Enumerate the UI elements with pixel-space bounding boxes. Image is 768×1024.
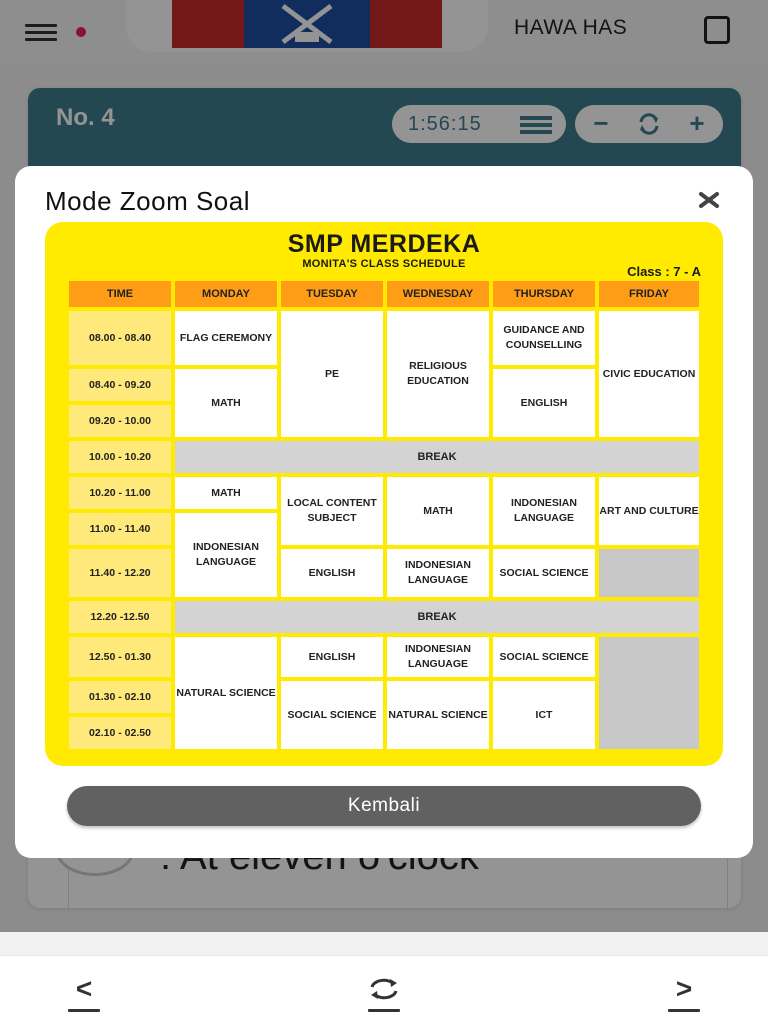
cell-thursday-english: ENGLISH [491, 367, 597, 439]
reload-icon [362, 974, 406, 1009]
cell-monday-indonesian: INDONESIAN LANGUAGE [173, 511, 279, 599]
cell-monday-natural: NATURAL SCIENCE [173, 635, 279, 751]
cell-tuesday-english: ENGLISH [279, 547, 385, 599]
bottom-navigation [0, 955, 768, 1024]
cell-tuesday-pe: PE [279, 309, 385, 439]
time-slot: 12.50 - 01.30 [67, 635, 173, 679]
zoom-modal [15, 166, 753, 858]
username: HAWA HAS [514, 16, 628, 39]
header-wednesday: WEDNESDAY [385, 279, 491, 309]
header-monday: MONDAY [173, 279, 279, 309]
cell-thursday-social: SOCIAL SCIENCE [491, 547, 597, 599]
prev-button[interactable] [62, 974, 106, 1014]
cell-tuesday-local: LOCAL CONTENT SUBJECT [279, 475, 385, 547]
time-slot: 10.00 - 10.20 [67, 439, 173, 475]
cell-tuesday-english-2: ENGLISH [279, 635, 385, 679]
cell-empty [597, 635, 701, 751]
cell-wednesday-indonesian-2: INDONESIAN LANGUAGE [385, 635, 491, 679]
cell-friday-civic: CIVIC EDUCATION [597, 309, 701, 439]
cell-break: BREAK [173, 439, 701, 475]
plus-icon[interactable]: + [689, 108, 705, 138]
cell-wednesday-natural: NATURAL SCIENCE [385, 679, 491, 751]
cell-break: BREAK [173, 599, 701, 635]
time-slot: 11.00 - 11.40 [67, 511, 173, 547]
cell-monday-math: MATH [173, 367, 279, 439]
cell-monday-math-2: MATH [173, 475, 279, 511]
header-thursday: THURSDAY [491, 279, 597, 309]
time-slot: 01.30 - 02.10 [67, 679, 173, 715]
timer-text: 1:56:15 [408, 113, 482, 135]
header-time: TIME [67, 279, 173, 309]
close-icon[interactable] [695, 186, 723, 214]
schedule-subtitle: MONITA'S CLASS SCHEDULE [302, 258, 466, 270]
time-slot: 12.20 -12.50 [67, 599, 173, 635]
cell-wednesday-religious: RELIGIOUS EDUCATION [385, 309, 491, 439]
cell-thursday-guidance: GUIDANCE AND COUNSELLING [491, 309, 597, 367]
header-tuesday: TUESDAY [279, 279, 385, 309]
time-slot: 08.40 - 09.20 [67, 367, 173, 403]
schedule-image[interactable] [45, 222, 723, 766]
cell-thursday-social-2: SOCIAL SCIENCE [491, 635, 597, 679]
reload-button[interactable] [362, 974, 406, 1014]
time-slot: 02.10 - 02.50 [67, 715, 173, 751]
time-slot: 10.20 - 11.00 [67, 475, 173, 511]
cell-tuesday-social: SOCIAL SCIENCE [279, 679, 385, 751]
modal-title: Mode Zoom Soal [45, 186, 250, 216]
schedule-class: Class : 7 - A [627, 264, 701, 279]
time-slot: 11.40 - 12.20 [67, 547, 173, 599]
schedule-school: SMP MERDEKA [287, 230, 481, 258]
header-friday: FRIDAY [597, 279, 701, 309]
next-button[interactable] [662, 974, 706, 1014]
time-slot: 09.20 - 10.00 [67, 403, 173, 439]
cell-thursday-indonesian: INDONESIAN LANGUAGE [491, 475, 597, 547]
cell-friday-art: ART AND CULTURE [597, 475, 701, 547]
cell-monday-flag: FLAG CEREMONY [173, 309, 279, 367]
schedule-table [67, 279, 701, 751]
cell-wednesday-math: MATH [385, 475, 491, 547]
next-icon: > [675, 973, 693, 1004]
time-slot: 08.00 - 08.40 [67, 309, 173, 367]
minus-icon[interactable]: − [593, 108, 609, 138]
back-button[interactable]: Kembali [67, 786, 701, 826]
cell-thursday-ict: ICT [491, 679, 597, 751]
cell-empty [597, 547, 701, 599]
question-number: No. 4 [56, 104, 115, 131]
cell-wednesday-indonesian: INDONESIAN LANGUAGE [385, 547, 491, 599]
prev-icon: < [75, 973, 93, 1004]
